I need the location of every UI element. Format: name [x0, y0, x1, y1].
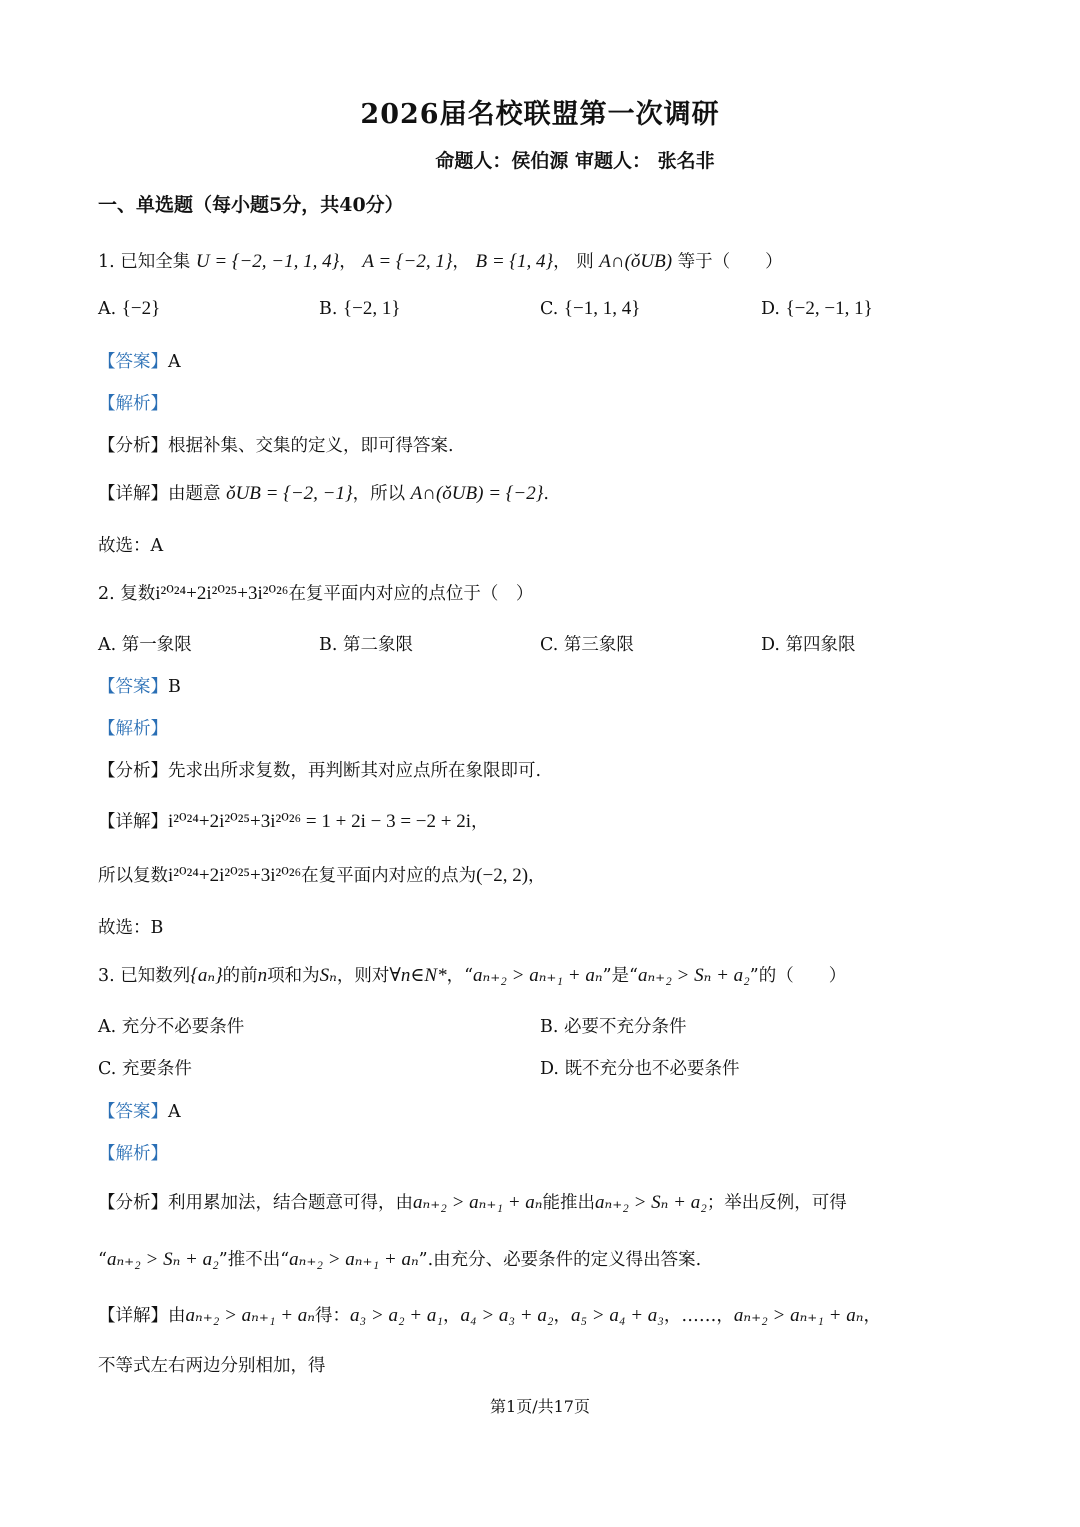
q2-answer: 【答案】B: [98, 677, 181, 697]
q1-analysis: 【分析】根据补集、交集的定义，即可得答案.: [98, 436, 454, 456]
q3-detail-line2: 不等式左右两边分别相加，得: [98, 1356, 326, 1376]
page-title: 2026届名校联盟第一次调研: [360, 99, 720, 130]
q1-stem: 1. 已知全集 U = {−2, −1, 1, 4}， A = {−2, 1}， B = {1, 4}， 则 A∩(ǒUB) 等于（ ）: [98, 251, 783, 272]
q2-detail: 【详解】i²⁰²⁴+2i²⁰²⁵+3i²⁰²⁶ = 1 + 2i − 3 = −2 + 2i，: [98, 811, 489, 832]
q1-answer: 【答案】A: [98, 352, 181, 372]
q3-analysis: 【分析】利用累加法，结合题意可得，由aₙ₊₂ > aₙ₊₁ + aₙ能推出aₙ₊₂ > Sₙ + a₂；举出反例，可得: [98, 1192, 847, 1213]
q1-set-b: B = {1, 4}: [475, 251, 554, 272]
q1-set-a: A = {−2, 1}: [362, 251, 453, 272]
q3-option-d: D. 既不充分也不必要条件: [540, 1059, 740, 1079]
q1-expression: A∩(ǒUB): [599, 251, 673, 272]
q2-expression: i²⁰²⁴+2i²⁰²⁵+3i²⁰²⁶: [155, 583, 289, 604]
q3-detail: 【详解】由aₙ₊₂ > aₙ₊₁ + aₙ得：a₃ > a₂ + a₁，a₄ > a₃ + a₂，a₅ > a₄ + a₃，……，aₙ₊₂ > aₙ₊₁ + aₙ，: [98, 1305, 881, 1326]
q3-option-a: A. 充分不必要条件: [98, 1017, 245, 1037]
q1-option-d: D. {−2, −1, 1}: [761, 298, 873, 319]
q2-option-b: B. 第二象限: [319, 635, 414, 655]
q2-analysis: 【分析】先求出所求复数，再判断其对应点所在象限即可.: [98, 761, 542, 781]
q3-option-b: B. 必要不充分条件: [540, 1017, 687, 1037]
q1-option-a: A. {−2}: [98, 298, 161, 319]
q3-analysis-line2: “aₙ₊₂ > Sₙ + a₂”推不出“aₙ₊₂ > aₙ₊₁ + aₙ”.由充分、必要条件的定义得出答案.: [98, 1249, 702, 1270]
q2-option-c: C. 第三象限: [540, 635, 634, 655]
q2-jiexi: 【解析】: [98, 719, 168, 739]
q2-choice: 故选：B: [98, 918, 164, 938]
section-heading: 一、单选题（每小题5分，共40分）: [98, 194, 404, 216]
q2-option-a: A. 第一象限: [98, 635, 192, 655]
q3-stem: 3. 已知数列{aₙ}的前n项和为Sₙ，则对∀n∈N*，“aₙ₊₂ > aₙ₊₁ + aₙ”是“aₙ₊₂ > Sₙ + a₂”的（ ）: [98, 965, 847, 986]
q1-set-u: U = {−2, −1, 1, 4}: [195, 251, 340, 272]
q3-option-c: C. 充要条件: [98, 1059, 192, 1079]
q1-option-b: B. {−2, 1}: [319, 298, 401, 319]
authors-line: 命题人：侯伯源 审题人： 张名非: [435, 150, 715, 172]
q3-jiexi: 【解析】: [98, 1144, 168, 1164]
q1-detail: 【详解】由题意 ǒUB = {−2, −1}，所以 A∩(ǒUB) = {−2}.: [98, 483, 549, 504]
q1-choice: 故选：A: [98, 536, 164, 556]
q2-option-d: D. 第四象限: [761, 635, 856, 655]
page-footer: 第1页/共17页: [490, 1397, 590, 1416]
q2-stem: 2. 复数i²⁰²⁴+2i²⁰²⁵+3i²⁰²⁶在复平面内对应的点位于（ ）: [98, 583, 534, 604]
q3-answer: 【答案】A: [98, 1102, 181, 1122]
q1-option-c: C. {−1, 1, 4}: [540, 298, 641, 319]
q2-detail-line2: 所以复数i²⁰²⁴+2i²⁰²⁵+3i²⁰²⁶在复平面内对应的点为(−2, 2)，: [98, 865, 546, 886]
q1-jiexi: 【解析】: [98, 394, 168, 414]
